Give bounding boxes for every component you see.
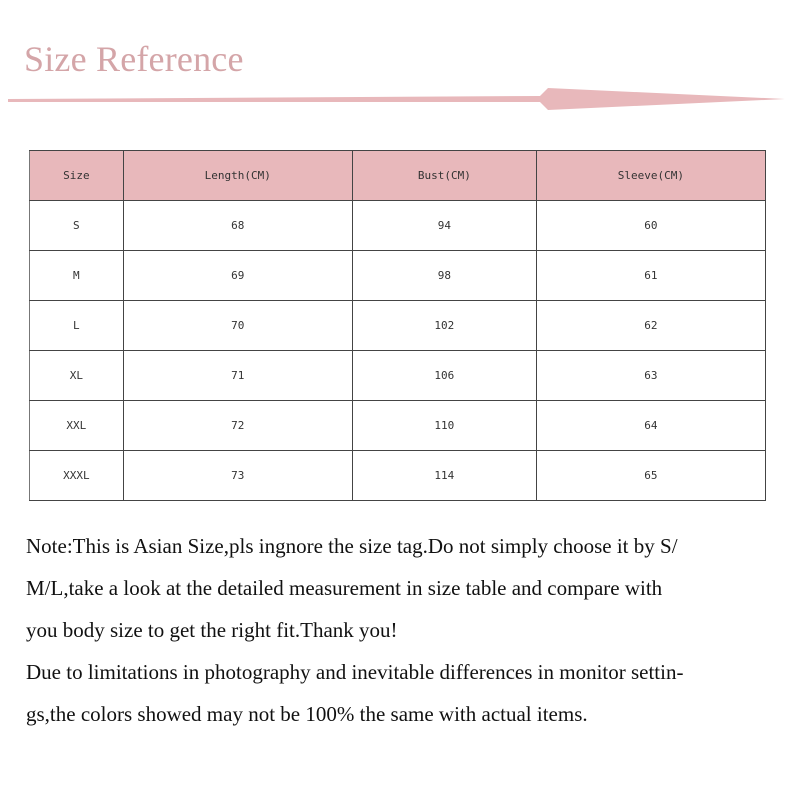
note-line: you body size to get the right fit.Thank you! <box>26 618 398 642</box>
cell-sleeve: 63 <box>536 351 765 401</box>
cell-length: 70 <box>123 301 352 351</box>
cell-sleeve: 61 <box>536 251 765 301</box>
table-row <box>30 401 766 451</box>
table-row <box>30 251 766 301</box>
table-row <box>30 451 766 501</box>
cell-length: 69 <box>123 251 352 301</box>
header-sleeve: Sleeve(CM) <box>536 151 765 201</box>
cell-bust: 102 <box>352 301 536 351</box>
cell-size: M <box>30 251 124 301</box>
cell-size: S <box>30 201 124 251</box>
size-table <box>29 150 766 501</box>
table-header-row <box>30 151 766 201</box>
notes-section <box>26 525 786 735</box>
page-title: Size Reference <box>24 39 244 79</box>
cell-size: XXXL <box>30 451 124 501</box>
note-line: Due to limitations in photography and inevitable differences in monitor settin- <box>26 660 684 684</box>
table-row <box>30 201 766 251</box>
note-line: Note:This is Asian Size,pls ingnore the size tag.Do not simply choose it by S/ <box>26 534 678 558</box>
decorative-arrow <box>0 84 800 114</box>
cell-length: 71 <box>123 351 352 401</box>
cell-bust: 110 <box>352 401 536 451</box>
note-line: gs,the colors showed may not be 100% the same with actual items. <box>26 702 588 726</box>
cell-length: 73 <box>123 451 352 501</box>
table-row <box>30 301 766 351</box>
cell-bust: 98 <box>352 251 536 301</box>
cell-sleeve: 64 <box>536 401 765 451</box>
cell-size: XXL <box>30 401 124 451</box>
cell-length: 72 <box>123 401 352 451</box>
header-bust: Bust(CM) <box>352 151 536 201</box>
table-row <box>30 351 766 401</box>
header-length: Length(CM) <box>123 151 352 201</box>
cell-size: L <box>30 301 124 351</box>
header-size: Size <box>30 151 124 201</box>
cell-length: 68 <box>123 201 352 251</box>
cell-bust: 106 <box>352 351 536 401</box>
cell-sleeve: 62 <box>536 301 765 351</box>
cell-bust: 114 <box>352 451 536 501</box>
note-line: M/L,take a look at the detailed measurement in size table and compare with <box>26 576 663 600</box>
cell-sleeve: 65 <box>536 451 765 501</box>
cell-bust: 94 <box>352 201 536 251</box>
cell-sleeve: 60 <box>536 201 765 251</box>
cell-size: XL <box>30 351 124 401</box>
